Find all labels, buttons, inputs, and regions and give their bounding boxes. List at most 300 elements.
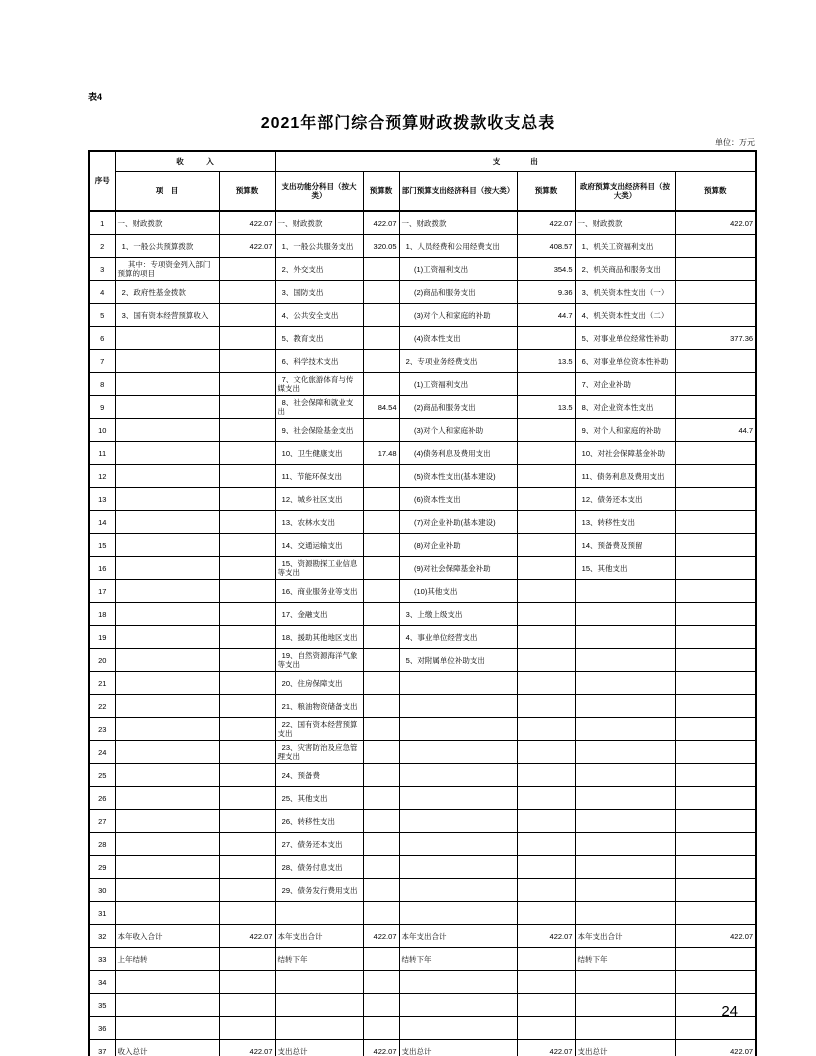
table-row bbox=[89, 626, 756, 649]
table-row bbox=[89, 258, 756, 281]
item-label: (3)对个人和家庭的补助 bbox=[399, 304, 517, 327]
budget-value bbox=[219, 1017, 275, 1040]
budget-value bbox=[219, 856, 275, 879]
budget-value bbox=[517, 695, 575, 718]
budget-value bbox=[517, 994, 575, 1017]
budget-value bbox=[363, 580, 399, 603]
item-label: 1、人员经费和公用经费支出 bbox=[399, 235, 517, 258]
item-label: 21、粮油物资储备支出 bbox=[275, 695, 363, 718]
item-label bbox=[115, 534, 219, 557]
item-label bbox=[399, 902, 517, 925]
budget-value bbox=[219, 258, 275, 281]
row-seq: 25 bbox=[89, 764, 115, 787]
row-seq: 34 bbox=[89, 971, 115, 994]
budget-value bbox=[363, 833, 399, 856]
budget-value bbox=[675, 603, 756, 626]
item-label: 8、社会保障和就业支出 bbox=[275, 396, 363, 419]
item-label bbox=[275, 994, 363, 1017]
item-label: (4)资本性支出 bbox=[399, 327, 517, 350]
budget-value: 422.07 bbox=[363, 925, 399, 948]
row-seq: 35 bbox=[89, 994, 115, 1017]
item-label bbox=[575, 994, 675, 1017]
item-label: 1、一般公共预算拨款 bbox=[115, 235, 219, 258]
table-row bbox=[89, 488, 756, 511]
item-label bbox=[575, 879, 675, 902]
budget-value bbox=[363, 741, 399, 764]
budget-value bbox=[363, 787, 399, 810]
item-label bbox=[115, 350, 219, 373]
header-dept-budget: 预算数 bbox=[517, 172, 575, 212]
item-label bbox=[575, 971, 675, 994]
budget-value bbox=[363, 281, 399, 304]
header-income-group: 收 入 bbox=[115, 151, 275, 172]
budget-value bbox=[219, 649, 275, 672]
budget-value bbox=[517, 833, 575, 856]
item-label: (6)资本性支出 bbox=[399, 488, 517, 511]
table-row bbox=[89, 1040, 756, 1056]
item-label: 本年收入合计 bbox=[115, 925, 219, 948]
item-label: 其中：专项资金列入部门预算的项目 bbox=[115, 258, 219, 281]
budget-value bbox=[363, 856, 399, 879]
budget-value: 422.07 bbox=[517, 211, 575, 235]
item-label: 17、金融支出 bbox=[275, 603, 363, 626]
budget-value bbox=[675, 580, 756, 603]
budget-value bbox=[219, 948, 275, 971]
budget-value bbox=[517, 534, 575, 557]
row-seq: 22 bbox=[89, 695, 115, 718]
row-seq: 14 bbox=[89, 511, 115, 534]
table-row bbox=[89, 211, 756, 235]
item-label: 一、财政拨款 bbox=[115, 211, 219, 235]
table-row bbox=[89, 465, 756, 488]
item-label: 本年支出合计 bbox=[275, 925, 363, 948]
budget-value bbox=[219, 971, 275, 994]
row-seq: 10 bbox=[89, 419, 115, 442]
budget-value: 422.07 bbox=[363, 211, 399, 235]
header-group-row bbox=[89, 151, 756, 172]
budget-value bbox=[675, 649, 756, 672]
row-seq: 29 bbox=[89, 856, 115, 879]
budget-value bbox=[517, 971, 575, 994]
item-label: 本年支出合计 bbox=[399, 925, 517, 948]
item-label: 4、事业单位经营支出 bbox=[399, 626, 517, 649]
row-seq: 7 bbox=[89, 350, 115, 373]
item-label: (1)工资福利支出 bbox=[399, 373, 517, 396]
table-row bbox=[89, 235, 756, 258]
item-label: 2、政府性基金拨款 bbox=[115, 281, 219, 304]
header-expense-group: 支 出 bbox=[275, 151, 756, 172]
table-row bbox=[89, 718, 756, 741]
item-label: 27、债务还本支出 bbox=[275, 833, 363, 856]
budget-value bbox=[363, 879, 399, 902]
budget-value bbox=[363, 511, 399, 534]
budget-value bbox=[363, 465, 399, 488]
table-row bbox=[89, 672, 756, 695]
budget-value: 422.07 bbox=[219, 235, 275, 258]
budget-value bbox=[675, 396, 756, 419]
row-seq: 9 bbox=[89, 396, 115, 419]
budget-value bbox=[517, 879, 575, 902]
item-label: 支出总计 bbox=[399, 1040, 517, 1056]
table-row bbox=[89, 603, 756, 626]
item-label bbox=[115, 649, 219, 672]
table-row bbox=[89, 534, 756, 557]
item-label bbox=[115, 603, 219, 626]
item-label: 3、机关资本性支出（一） bbox=[575, 281, 675, 304]
item-label: 12、债务还本支出 bbox=[575, 488, 675, 511]
item-label bbox=[115, 695, 219, 718]
item-label bbox=[115, 626, 219, 649]
item-label bbox=[115, 419, 219, 442]
budget-value bbox=[219, 741, 275, 764]
item-label: 2、专项业务经费支出 bbox=[399, 350, 517, 373]
budget-value bbox=[675, 902, 756, 925]
row-seq: 37 bbox=[89, 1040, 115, 1056]
table-body bbox=[89, 211, 756, 1056]
table-row bbox=[89, 787, 756, 810]
budget-value bbox=[363, 718, 399, 741]
item-label: (1)工资福利支出 bbox=[399, 258, 517, 281]
budget-value bbox=[219, 511, 275, 534]
row-seq: 36 bbox=[89, 1017, 115, 1040]
item-label: 10、对社会保障基金补助 bbox=[575, 442, 675, 465]
budget-value bbox=[517, 557, 575, 580]
budget-value bbox=[219, 396, 275, 419]
budget-value bbox=[363, 902, 399, 925]
budget-value bbox=[675, 235, 756, 258]
budget-value bbox=[219, 695, 275, 718]
budget-value bbox=[675, 511, 756, 534]
budget-value: 320.05 bbox=[363, 235, 399, 258]
item-label: 16、商业服务业等支出 bbox=[275, 580, 363, 603]
item-label: (2)商品和服务支出 bbox=[399, 396, 517, 419]
budget-value: 422.07 bbox=[219, 211, 275, 235]
budget-value bbox=[363, 373, 399, 396]
budget-value bbox=[517, 626, 575, 649]
item-label bbox=[115, 971, 219, 994]
budget-value bbox=[219, 718, 275, 741]
row-seq: 15 bbox=[89, 534, 115, 557]
item-label bbox=[575, 1017, 675, 1040]
item-label: 1、一般公共服务支出 bbox=[275, 235, 363, 258]
budget-value bbox=[675, 856, 756, 879]
budget-value bbox=[363, 695, 399, 718]
item-label: 18、援助其他地区支出 bbox=[275, 626, 363, 649]
item-label bbox=[575, 787, 675, 810]
table-row bbox=[89, 764, 756, 787]
item-label bbox=[575, 626, 675, 649]
table-row bbox=[89, 419, 756, 442]
budget-value: 9.36 bbox=[517, 281, 575, 304]
budget-value bbox=[219, 419, 275, 442]
budget-value bbox=[675, 557, 756, 580]
budget-value bbox=[363, 649, 399, 672]
budget-value bbox=[363, 258, 399, 281]
budget-value bbox=[219, 787, 275, 810]
item-label: 本年支出合计 bbox=[575, 925, 675, 948]
item-label: 9、对个人和家庭的补助 bbox=[575, 419, 675, 442]
item-label bbox=[399, 879, 517, 902]
table-row bbox=[89, 373, 756, 396]
item-label: 一、财政拨款 bbox=[275, 211, 363, 235]
row-seq: 17 bbox=[89, 580, 115, 603]
budget-value: 422.07 bbox=[363, 1040, 399, 1056]
budget-value bbox=[517, 465, 575, 488]
item-label bbox=[575, 810, 675, 833]
item-label: 26、转移性支出 bbox=[275, 810, 363, 833]
budget-value bbox=[219, 672, 275, 695]
budget-value: 354.5 bbox=[517, 258, 575, 281]
budget-value bbox=[675, 810, 756, 833]
budget-value bbox=[219, 488, 275, 511]
item-label bbox=[115, 672, 219, 695]
budget-value bbox=[363, 419, 399, 442]
budget-value bbox=[219, 327, 275, 350]
item-label bbox=[399, 695, 517, 718]
table-row bbox=[89, 350, 756, 373]
item-label bbox=[275, 1017, 363, 1040]
item-label bbox=[275, 971, 363, 994]
budget-value bbox=[675, 350, 756, 373]
budget-value bbox=[363, 948, 399, 971]
budget-value: 44.7 bbox=[517, 304, 575, 327]
table-row bbox=[89, 649, 756, 672]
budget-value bbox=[675, 672, 756, 695]
row-seq: 30 bbox=[89, 879, 115, 902]
row-seq: 12 bbox=[89, 465, 115, 488]
budget-value: 422.07 bbox=[675, 925, 756, 948]
item-label: 7、对企业补助 bbox=[575, 373, 675, 396]
item-label: 支出总计 bbox=[275, 1040, 363, 1056]
budget-value bbox=[675, 626, 756, 649]
item-label: 9、社会保险基金支出 bbox=[275, 419, 363, 442]
table-row bbox=[89, 833, 756, 856]
row-seq: 19 bbox=[89, 626, 115, 649]
item-label: 15、资源勘探工业信息等支出 bbox=[275, 557, 363, 580]
header-income-item: 项 目 bbox=[115, 172, 219, 212]
budget-value: 13.5 bbox=[517, 396, 575, 419]
item-label bbox=[115, 902, 219, 925]
budget-value bbox=[363, 672, 399, 695]
table-row bbox=[89, 971, 756, 994]
header-func-subject: 支出功能分科目（按大类） bbox=[275, 172, 363, 212]
budget-value bbox=[363, 603, 399, 626]
row-seq: 26 bbox=[89, 787, 115, 810]
item-label bbox=[115, 1017, 219, 1040]
item-label: 上年结转 bbox=[115, 948, 219, 971]
budget-value bbox=[517, 741, 575, 764]
item-label: 11、节能环保支出 bbox=[275, 465, 363, 488]
budget-value bbox=[363, 534, 399, 557]
budget-value bbox=[675, 764, 756, 787]
item-label: 4、机关资本性支出（二） bbox=[575, 304, 675, 327]
sheet-label: 表4 bbox=[88, 92, 103, 102]
budget-value bbox=[675, 695, 756, 718]
table-row bbox=[89, 741, 756, 764]
item-label: (3)对个人和家庭补助 bbox=[399, 419, 517, 442]
header-func-budget: 预算数 bbox=[363, 172, 399, 212]
item-label bbox=[115, 557, 219, 580]
budget-value: 84.54 bbox=[363, 396, 399, 419]
budget-value: 377.36 bbox=[675, 327, 756, 350]
budget-value bbox=[517, 442, 575, 465]
item-label: 5、教育支出 bbox=[275, 327, 363, 350]
item-label: 12、城乡社区支出 bbox=[275, 488, 363, 511]
row-seq: 6 bbox=[89, 327, 115, 350]
item-label bbox=[115, 718, 219, 741]
item-label: 3、国防支出 bbox=[275, 281, 363, 304]
row-seq: 13 bbox=[89, 488, 115, 511]
item-label bbox=[115, 580, 219, 603]
item-label: 23、灾害防治及应急管理支出 bbox=[275, 741, 363, 764]
item-label: 3、上缴上级支出 bbox=[399, 603, 517, 626]
header-dept-subject: 部门预算支出经济科目（按大类） bbox=[399, 172, 517, 212]
item-label bbox=[115, 741, 219, 764]
item-label: 28、债务付息支出 bbox=[275, 856, 363, 879]
item-label: 13、农林水支出 bbox=[275, 511, 363, 534]
budget-value bbox=[517, 672, 575, 695]
item-label bbox=[115, 396, 219, 419]
budget-value bbox=[675, 258, 756, 281]
item-label bbox=[115, 879, 219, 902]
item-label bbox=[575, 856, 675, 879]
item-label bbox=[399, 994, 517, 1017]
item-label: (2)商品和服务支出 bbox=[399, 281, 517, 304]
budget-value bbox=[363, 488, 399, 511]
item-label: 14、交通运输支出 bbox=[275, 534, 363, 557]
budget-value bbox=[675, 488, 756, 511]
unit-note: 单位：万元 bbox=[715, 138, 755, 147]
header-seq: 序号 bbox=[89, 151, 115, 211]
table-row bbox=[89, 281, 756, 304]
row-seq: 20 bbox=[89, 649, 115, 672]
budget-value bbox=[517, 718, 575, 741]
item-label: 15、其他支出 bbox=[575, 557, 675, 580]
row-seq: 1 bbox=[89, 211, 115, 235]
item-label bbox=[399, 787, 517, 810]
budget-value bbox=[363, 994, 399, 1017]
item-label bbox=[575, 649, 675, 672]
item-label: 1、机关工资福利支出 bbox=[575, 235, 675, 258]
budget-value: 408.57 bbox=[517, 235, 575, 258]
item-label: 19、自然资源海洋气象等支出 bbox=[275, 649, 363, 672]
item-label bbox=[575, 902, 675, 925]
budget-value bbox=[219, 557, 275, 580]
item-label bbox=[399, 741, 517, 764]
budget-value bbox=[219, 810, 275, 833]
item-label: 结转下年 bbox=[575, 948, 675, 971]
table-row bbox=[89, 925, 756, 948]
item-label: (4)债务利息及费用支出 bbox=[399, 442, 517, 465]
budget-value bbox=[675, 948, 756, 971]
budget-table bbox=[88, 150, 757, 1056]
item-label: (9)对社会保障基金补助 bbox=[399, 557, 517, 580]
budget-value: 44.7 bbox=[675, 419, 756, 442]
budget-value bbox=[517, 649, 575, 672]
item-label: 结转下年 bbox=[275, 948, 363, 971]
budget-value bbox=[517, 327, 575, 350]
item-label: (8)对企业补助 bbox=[399, 534, 517, 557]
item-label: 3、国有资本经营预算收入 bbox=[115, 304, 219, 327]
item-label bbox=[115, 810, 219, 833]
item-label: 7、文化旅游体育与传媒支出 bbox=[275, 373, 363, 396]
budget-value bbox=[675, 373, 756, 396]
budget-value: 422.07 bbox=[517, 925, 575, 948]
budget-value: 13.5 bbox=[517, 350, 575, 373]
budget-value bbox=[219, 603, 275, 626]
item-label: 11、债务利息及费用支出 bbox=[575, 465, 675, 488]
header-gov-subject: 政府预算支出经济科目（按大类） bbox=[575, 172, 675, 212]
page-title: 2021年部门综合预算财政拨款收支总表 bbox=[260, 115, 556, 132]
item-label bbox=[115, 327, 219, 350]
item-label bbox=[575, 764, 675, 787]
item-label: (5)资本性支出(基本建设) bbox=[399, 465, 517, 488]
budget-value bbox=[675, 994, 756, 1017]
item-label: 6、科学技术支出 bbox=[275, 350, 363, 373]
budget-value bbox=[675, 304, 756, 327]
budget-value bbox=[517, 764, 575, 787]
budget-value bbox=[517, 948, 575, 971]
item-label: 一、财政拨款 bbox=[575, 211, 675, 235]
budget-value bbox=[219, 879, 275, 902]
row-seq: 11 bbox=[89, 442, 115, 465]
budget-value bbox=[219, 994, 275, 1017]
item-label: 20、住房保障支出 bbox=[275, 672, 363, 695]
item-label bbox=[115, 511, 219, 534]
item-label: 5、对附属单位补助支出 bbox=[399, 649, 517, 672]
budget-value bbox=[219, 580, 275, 603]
budget-value: 422.07 bbox=[675, 211, 756, 235]
item-label bbox=[575, 695, 675, 718]
budget-value bbox=[675, 741, 756, 764]
row-seq: 24 bbox=[89, 741, 115, 764]
budget-value bbox=[517, 1017, 575, 1040]
item-label bbox=[399, 810, 517, 833]
budget-value bbox=[517, 580, 575, 603]
budget-value: 422.07 bbox=[675, 1040, 756, 1056]
budget-value bbox=[363, 304, 399, 327]
item-label bbox=[575, 718, 675, 741]
item-label bbox=[275, 902, 363, 925]
item-label: 收入总计 bbox=[115, 1040, 219, 1056]
item-label: 4、公共安全支出 bbox=[275, 304, 363, 327]
table-row bbox=[89, 580, 756, 603]
item-label bbox=[115, 833, 219, 856]
budget-value bbox=[219, 304, 275, 327]
item-label bbox=[399, 971, 517, 994]
row-seq: 5 bbox=[89, 304, 115, 327]
item-label: 24、预备费 bbox=[275, 764, 363, 787]
budget-value bbox=[675, 787, 756, 810]
item-label bbox=[399, 833, 517, 856]
budget-value bbox=[363, 1017, 399, 1040]
item-label bbox=[575, 580, 675, 603]
item-label: 13、转移性支出 bbox=[575, 511, 675, 534]
item-label: 10、卫生健康支出 bbox=[275, 442, 363, 465]
item-label: 6、对事业单位资本性补助 bbox=[575, 350, 675, 373]
item-label bbox=[115, 856, 219, 879]
item-label: 5、对事业单位经常性补助 bbox=[575, 327, 675, 350]
budget-value: 422.07 bbox=[219, 925, 275, 948]
table-row bbox=[89, 994, 756, 1017]
budget-value: 422.07 bbox=[219, 1040, 275, 1056]
table-row bbox=[89, 948, 756, 971]
budget-value bbox=[363, 764, 399, 787]
budget-value bbox=[363, 327, 399, 350]
row-seq: 3 bbox=[89, 258, 115, 281]
table-row bbox=[89, 396, 756, 419]
item-label bbox=[399, 764, 517, 787]
